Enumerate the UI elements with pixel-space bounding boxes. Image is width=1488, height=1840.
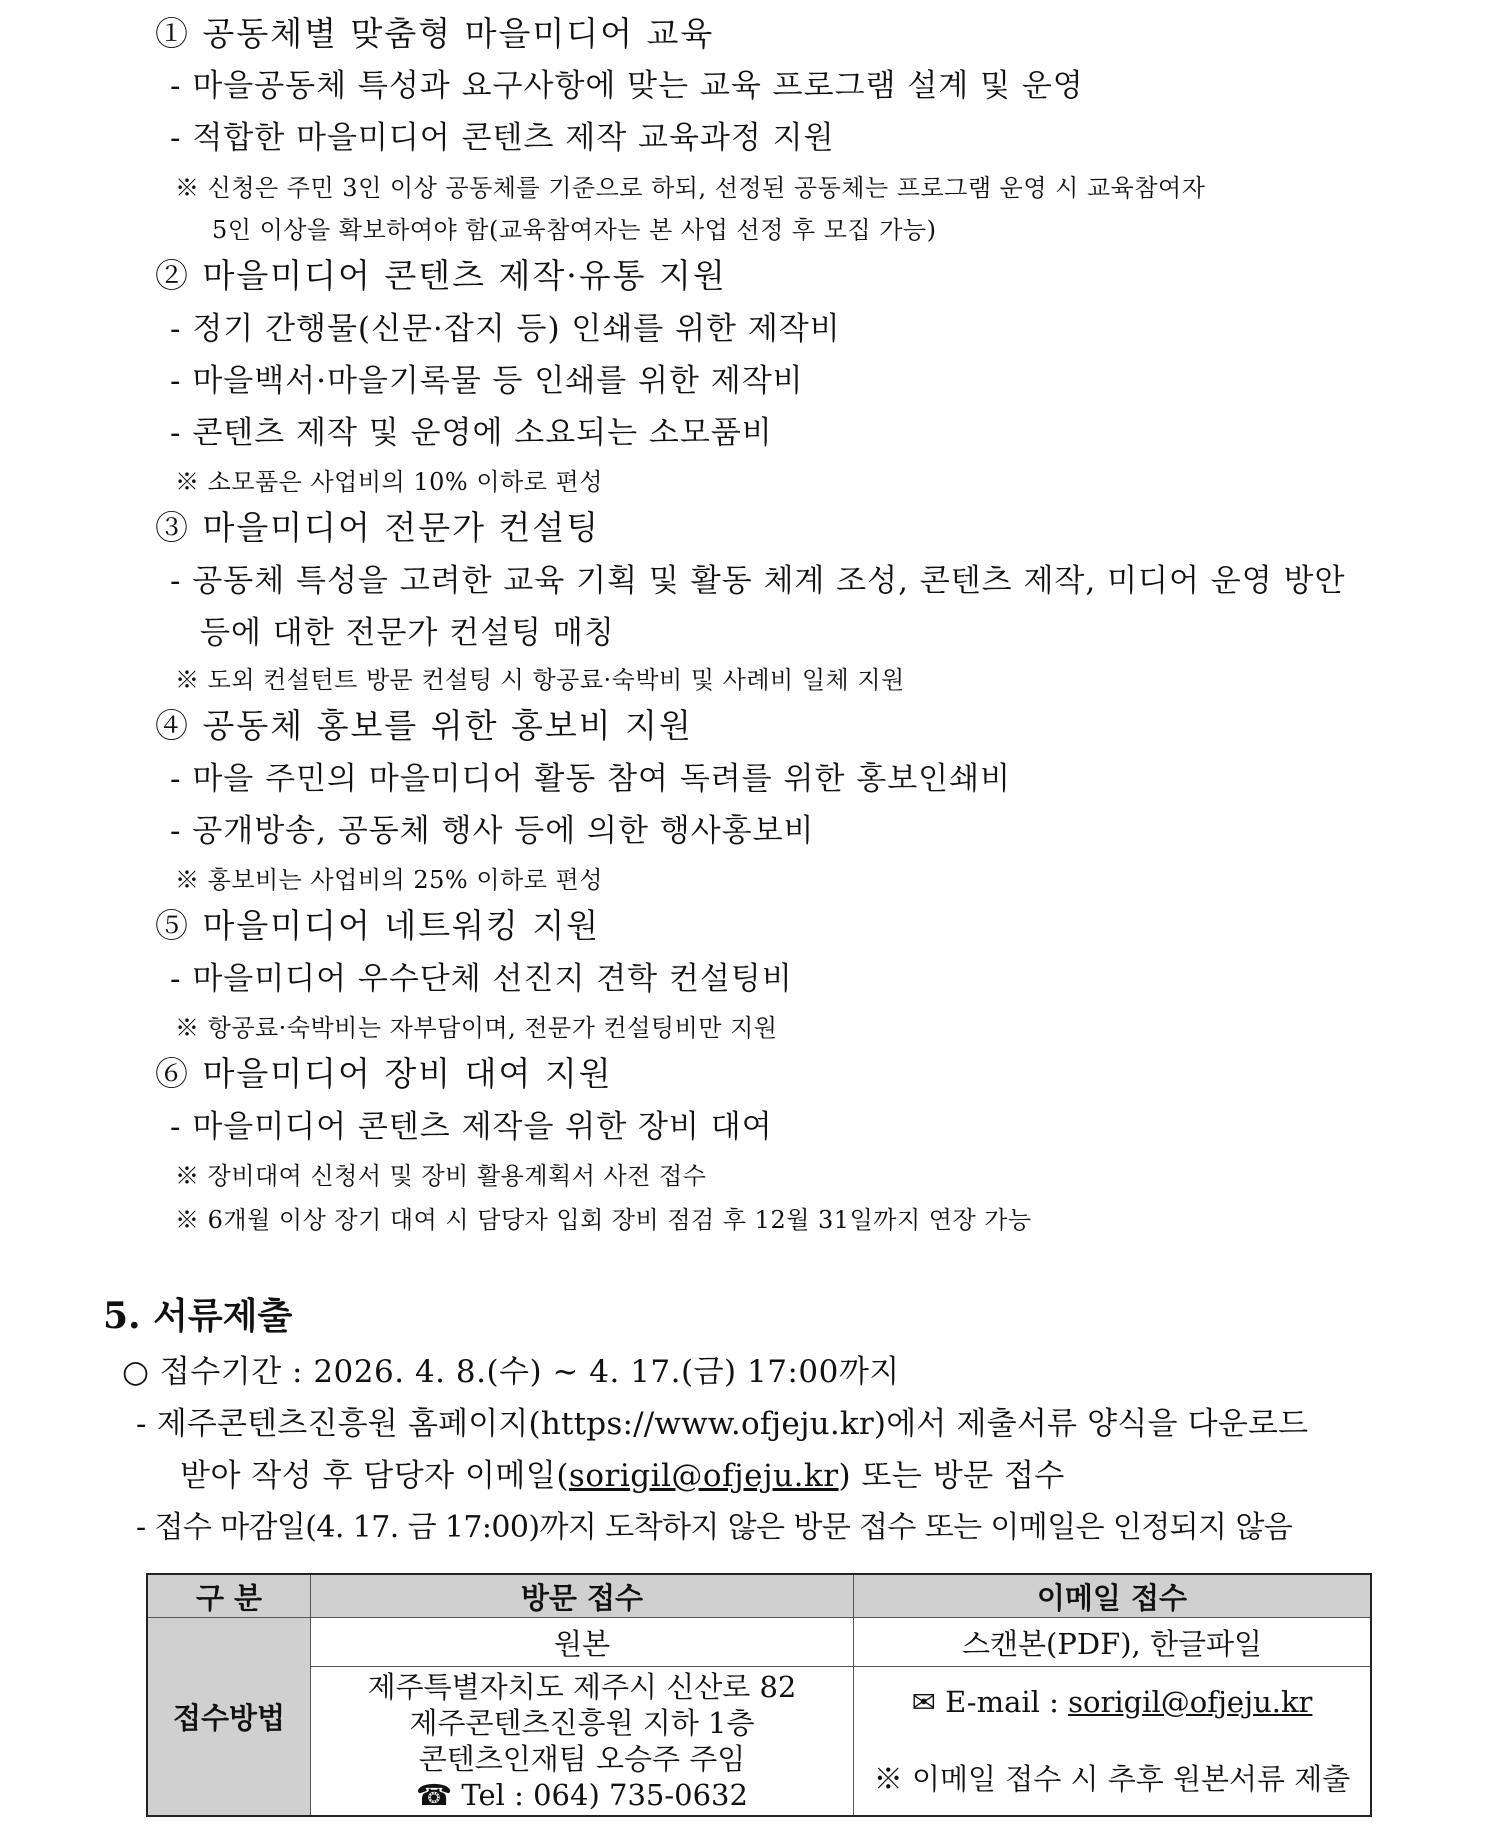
item-bullet: - 마을 주민의 마을미디어 활동 참여 독려를 위한 홍보인쇄비 — [170, 761, 1012, 797]
item-heading: ④ 공동체 홍보를 위한 홍보비 지원 — [155, 706, 693, 745]
item-heading: ⑥ 마을미디어 장비 대여 지원 — [155, 1054, 613, 1093]
item-note: 5인 이상을 확보하여야 함(교육참여자는 본 사업 선정 후 모집 가능) — [212, 216, 937, 244]
address-line: 제주콘텐츠진흥원 지하 1층 — [409, 1706, 755, 1740]
submission-bullet-download: - 제주콘텐츠진흥원 홈페이지(https://www.ofjeju.kr)에서 제출서류 양식을 다운로드 — [136, 1406, 1309, 1442]
submission-bullet-email — [180, 1450, 1065, 1495]
header-category: 구 분 — [147, 1574, 311, 1618]
item-note: ※ 도외 컨설턴트 방문 컨설팅 시 항공료·숙박비 및 사례비 일체 지원 — [175, 666, 905, 694]
header-visit: 방문 접수 — [311, 1574, 854, 1618]
table-row — [147, 1618, 1371, 1667]
item-bullet: - 마을미디어 콘텐츠 제작을 위한 장비 대여 — [170, 1109, 773, 1145]
address-line: 콘텐츠인재팀 오승주 주임 — [418, 1742, 746, 1776]
visit-address-cell — [311, 1667, 854, 1817]
item-bullet: 등에 대한 전문가 컨설팅 매칭 — [200, 615, 615, 651]
submission-period: ○ 접수기간 : 2026. 4. 8.(수) ~ 4. 17.(금) 17:00까지 — [122, 1354, 900, 1390]
item-bullet: - 정기 간행물(신문·잡지 등) 인쇄를 위한 제작비 — [170, 311, 841, 347]
item-bullet: - 마을공동체 특성과 요구사항에 맞는 교육 프로그램 설계 및 운영 — [170, 68, 1084, 104]
item-bullet: - 마을백서·마을기록물 등 인쇄를 위한 제작비 — [170, 363, 804, 399]
submission-table — [146, 1573, 1372, 1817]
item-heading: ① 공동체별 맞춤형 마을미디어 교육 — [155, 14, 715, 53]
email-cell — [854, 1667, 1372, 1817]
table-row — [147, 1667, 1371, 1817]
email-address-link[interactable]: sorigil@ofjeju.kr — [1068, 1684, 1313, 1719]
item-bullet: - 적합한 마을미디어 콘텐츠 제작 교육과정 지원 — [170, 120, 835, 156]
item-heading: ⑤ 마을미디어 네트워킹 지원 — [155, 906, 601, 945]
item-heading: ③ 마을미디어 전문가 컨설팅 — [155, 508, 601, 547]
bullet-text-pre: 받아 작성 후 담당자 이메일( — [180, 1458, 569, 1494]
contact-email-link[interactable]: sorigil@ofjeju.kr — [568, 1458, 839, 1494]
bullet-text-post: ) 또는 방문 접수 — [838, 1458, 1065, 1494]
email-label: ✉ E-mail : — [911, 1684, 1069, 1719]
item-heading: ② 마을미디어 콘텐츠 제작·유통 지원 — [155, 256, 727, 295]
section-title: 5. 서류제출 — [103, 1295, 293, 1337]
item-note: ※ 장비대여 신청서 및 장비 활용계획서 사전 접수 — [175, 1162, 707, 1190]
submission-bullet-deadline: - 접수 마감일(4. 17. 금 17:00)까지 도착하지 않은 방문 접수 또는 이메일은 인정되지 않음 — [136, 1510, 1293, 1545]
item-bullet: - 공동체 특성을 고려한 교육 기획 및 활동 체계 조성, 콘텐츠 제작, 미디어 운영 방안 — [170, 563, 1346, 599]
phone-number: ☎ Tel : 064) 735-0632 — [416, 1778, 748, 1812]
item-note: ※ 항공료·숙박비는 자부담이며, 전문가 컨설팅비만 지원 — [175, 1014, 778, 1042]
item-bullet: - 마을미디어 우수단체 선진지 견학 컨설팅비 — [170, 961, 793, 997]
item-bullet: - 공개방송, 공동체 행사 등에 의한 행사홍보비 — [170, 813, 815, 849]
item-note: ※ 신청은 주민 3인 이상 공동체를 기준으로 하되, 선정된 공동체는 프로그램 운영 시 교육참여자 — [175, 174, 1206, 202]
table-header-row — [147, 1574, 1371, 1618]
address-line: 제주특별자치도 제주시 신산로 82 — [367, 1670, 797, 1704]
email-doc-type: 스캔본(PDF), 한글파일 — [854, 1618, 1372, 1667]
visit-doc-type: 원본 — [311, 1618, 854, 1667]
row-label-method: 접수방법 — [147, 1618, 311, 1817]
item-note: ※ 홍보비는 사업비의 25% 이하로 편성 — [175, 866, 603, 894]
email-line — [860, 1685, 1364, 1719]
item-note: ※ 6개월 이상 장기 대여 시 담당자 입회 장비 점검 후 12월 31일까지 연장 가능 — [175, 1206, 1032, 1234]
header-email: 이메일 접수 — [854, 1574, 1372, 1618]
item-bullet: - 콘텐츠 제작 및 운영에 소요되는 소모품비 — [170, 415, 773, 451]
email-note: ※ 이메일 접수 시 추후 원본서류 제출 — [873, 1761, 1351, 1796]
item-note: ※ 소모품은 사업비의 10% 이하로 편성 — [175, 468, 603, 496]
